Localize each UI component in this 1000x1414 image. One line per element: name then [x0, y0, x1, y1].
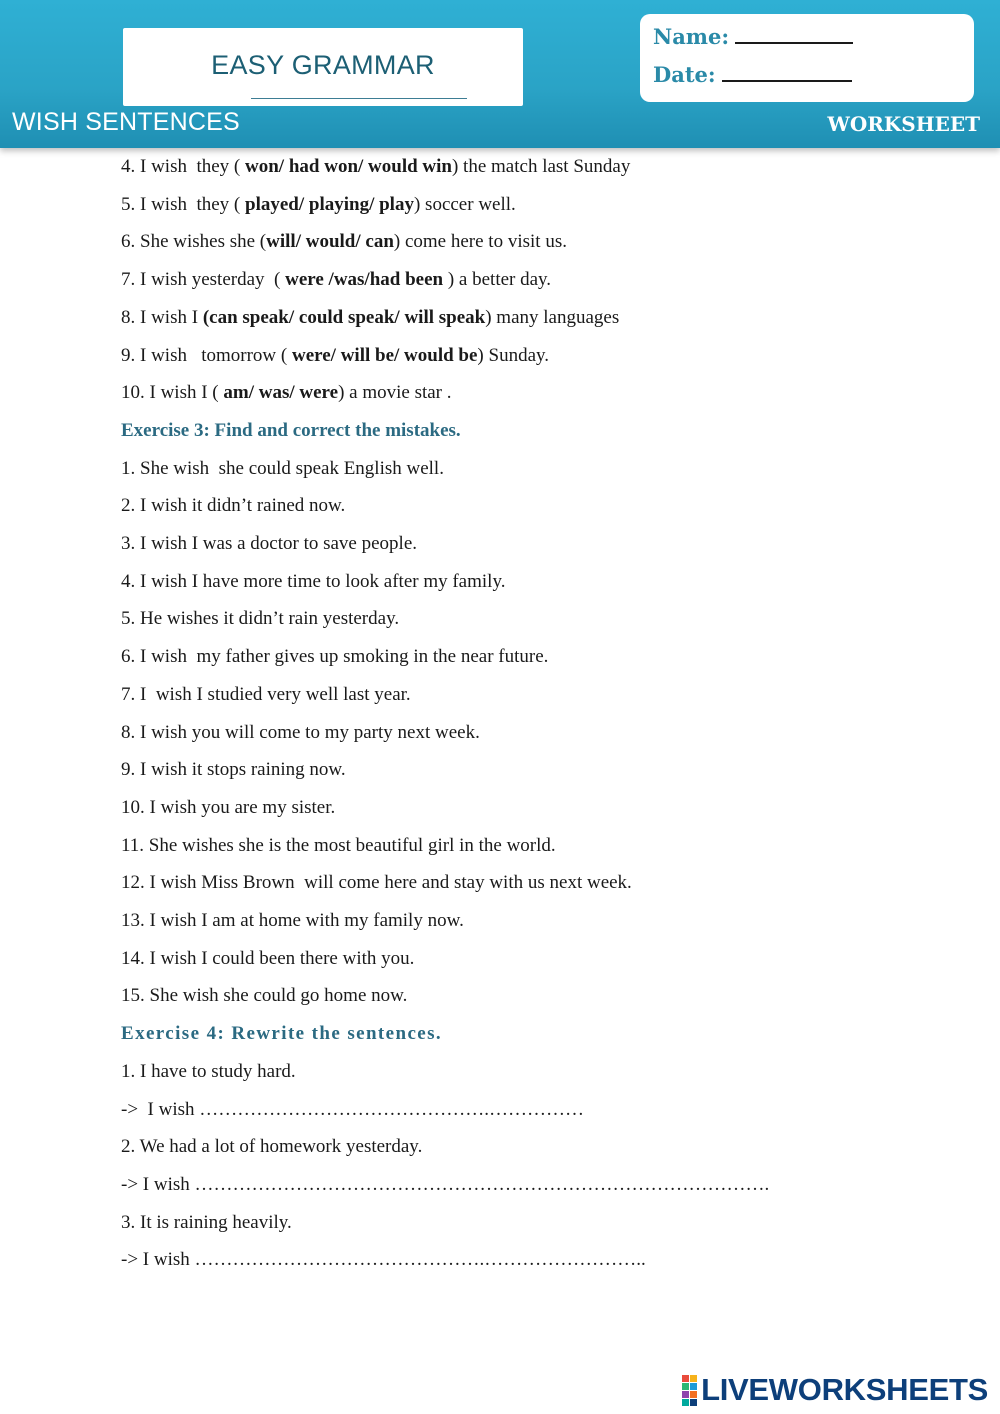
exercise-2-item	[121, 337, 981, 375]
logo-square	[682, 1383, 689, 1390]
exercise-3-item[interactable]: 12. I wish Miss Brown will come here and stay with us next week.	[121, 872, 632, 894]
name-blank[interactable]	[735, 24, 853, 44]
exercise-2-item-bold[interactable]: played/ playing/ play	[245, 193, 414, 215]
topic-title: WISH SENTENCES	[12, 108, 240, 136]
exercise-3-item[interactable]: 8. I wish you will come to my party next week.	[121, 721, 480, 743]
exercise-2-item-pre: 10. I wish I (	[121, 382, 224, 404]
logo-square	[690, 1375, 697, 1382]
logo-square	[690, 1391, 697, 1398]
title-box	[123, 28, 523, 106]
exercise-2-item	[121, 261, 981, 299]
logo-square	[682, 1399, 689, 1406]
exercise-3-item[interactable]: 9. I wish it stops raining now.	[121, 759, 346, 781]
exercise-3-item[interactable]: 3. I wish I was a doctor to save people.	[121, 533, 418, 555]
exercise-3-item[interactable]: 11. She wishes she is the most beautiful girl in the world.	[121, 834, 556, 856]
exercise-2-item	[121, 223, 981, 261]
page-title: EASY GRAMMAR	[211, 50, 435, 80]
exercise-3-item[interactable]: 6. I wish my father gives up smoking in the near future.	[121, 646, 549, 668]
exercise-2-item-post: ) Sunday.	[477, 344, 550, 366]
exercise-4-prompt: 2. We had a lot of homework yesterday.	[121, 1136, 423, 1158]
exercise-3-heading: Exercise 3: Find and correct the mistakes.	[121, 419, 461, 441]
exercise-2-item-post: ) soccer well.	[413, 193, 516, 215]
exercise-4-answer-line[interactable]: -> I wish ……………………………………….……………………..	[121, 1249, 646, 1271]
exercise-3-item[interactable]: 14. I wish I could been there with you.	[121, 947, 415, 969]
exercise-2-item-pre: 5. I wish they (	[121, 193, 246, 215]
exercise-4-answer-line[interactable]: -> I wish ……………………………………….……………	[121, 1098, 585, 1120]
logo-square	[682, 1391, 689, 1398]
exercise-3-item[interactable]: 13. I wish I am at home with my family now.	[121, 910, 464, 932]
exercise-2-item-pre: 4. I wish they (	[121, 156, 246, 177]
exercise-2-item-pre: 9. I wish tomorrow (	[121, 344, 292, 366]
exercise-2-item-bold[interactable]: (can speak/ could speak/ will speak	[202, 306, 486, 328]
exercise-2-item	[121, 148, 981, 186]
exercise-2-item-post: ) come here to visit us.	[393, 231, 567, 253]
exercise-4-list	[121, 1053, 981, 1279]
exercise-2-item	[121, 374, 981, 412]
name-label: Name:	[653, 24, 730, 49]
exercise-2-item-post: ) the match last Sunday	[451, 156, 631, 177]
logo-square	[682, 1375, 689, 1382]
exercise-3-item[interactable]: 7. I wish I studied very well last year.	[121, 683, 411, 705]
exercise-4-heading: Exercise 4: Rewrite the sentences.	[121, 1023, 443, 1045]
exercise-2-item-post: ) a better day.	[447, 269, 552, 291]
exercise-2-item-pre: 8. I wish I	[121, 306, 203, 328]
exercise-3-item[interactable]: 4. I wish I have more time to look after my family.	[121, 570, 506, 592]
name-field[interactable]	[653, 24, 853, 49]
exercise-2-item-pre: 7. I wish yesterday (	[121, 269, 286, 291]
exercise-3-item[interactable]: 1. She wish she could speak English well.	[121, 457, 444, 479]
exercise-3-item[interactable]: 2. I wish it didn’t rained now.	[121, 495, 346, 517]
logo-icon	[682, 1375, 697, 1406]
exercise-2-item-bold[interactable]: were /was/had been	[285, 269, 448, 291]
exercise-2-list	[121, 148, 981, 412]
exercise-4-answer-line[interactable]: -> I wish ……………………………………………………………………………….	[121, 1173, 770, 1195]
header-banner	[0, 0, 1000, 148]
exercise-2-item-bold[interactable]: am/ was/ were	[223, 382, 339, 404]
date-blank[interactable]	[722, 62, 852, 82]
date-label: Date:	[653, 62, 716, 87]
logo-square	[690, 1383, 697, 1390]
date-field[interactable]	[653, 62, 852, 87]
worksheet-label: WORKSHEET	[827, 112, 980, 136]
exercise-3-item[interactable]: 15. She wish she could go home now.	[121, 985, 408, 1007]
exercise-4-prompt: 3. It is raining heavily.	[121, 1211, 292, 1233]
exercise-3-list	[121, 450, 981, 1016]
exercise-2-item-pre: 6. She wishes she (	[121, 231, 267, 253]
exercise-4-prompt: 1. I have to study hard.	[121, 1060, 296, 1082]
logo-text: LIVEWORKSHEETS	[701, 1372, 988, 1407]
exercise-2-item	[121, 299, 981, 337]
exercise-2-item-bold[interactable]: won/ had won/ would win	[245, 156, 452, 177]
exercise-3-item[interactable]: 5. He wishes it didn’t rain yesterday.	[121, 608, 400, 630]
exercise-3-item[interactable]: 10. I wish you are my sister.	[121, 796, 336, 818]
name-date-box	[640, 14, 974, 102]
exercise-2-item-post: ) a movie star .	[338, 382, 452, 404]
exercise-2-item-bold[interactable]: will/ would/ can	[266, 231, 394, 253]
logo-square	[690, 1399, 697, 1406]
exercise-2-item-post: ) many languages	[485, 306, 620, 328]
exercise-2-item	[121, 186, 981, 224]
title-underline	[251, 98, 467, 99]
liveworksheets-logo	[682, 1372, 988, 1408]
exercise-2-item-bold[interactable]: were/ will be/ would be	[291, 344, 478, 366]
worksheet-content	[121, 148, 981, 1279]
